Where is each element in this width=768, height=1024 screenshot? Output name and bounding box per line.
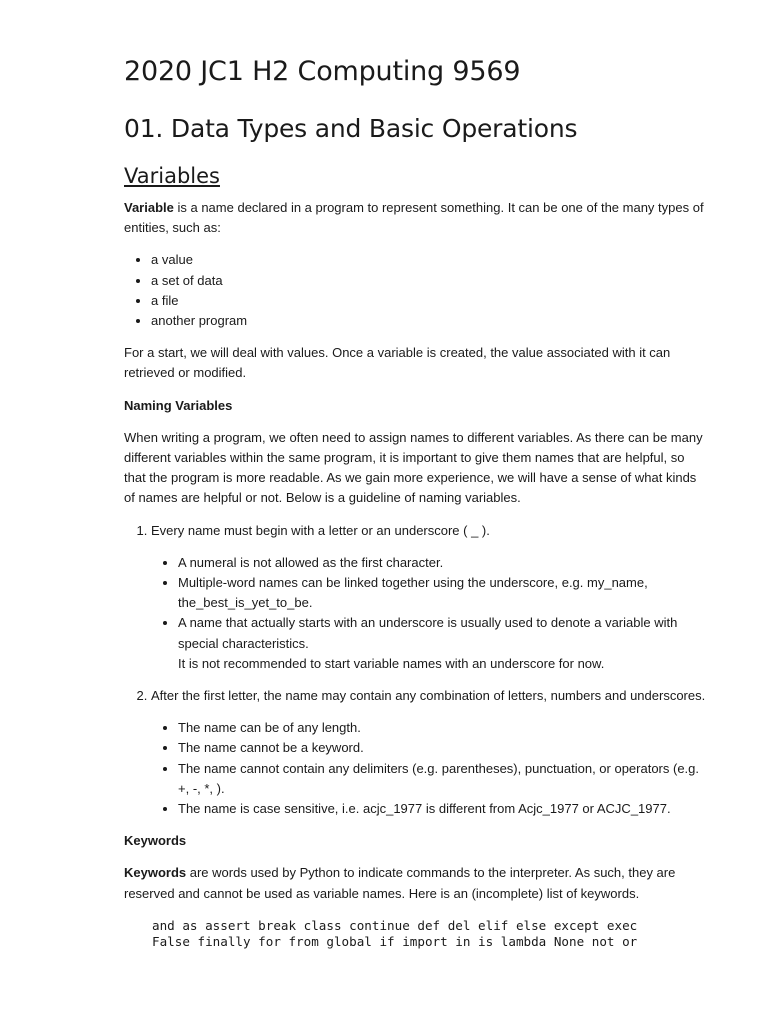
keywords-paragraph — [124, 863, 709, 903]
code-line: and as assert break class continue def del elif else except exec — [152, 917, 638, 933]
intro-term: Variable — [124, 200, 174, 215]
rule-point — [178, 613, 709, 674]
code-line: False finally for from global if import in is lambda None not or — [152, 933, 638, 949]
rule-point: • A numeral is not allowed as the first character. — [178, 553, 709, 573]
start-paragraph: For a start, we will deal with values. Once a variable is created, the value associated with it can retrieved or modified. — [124, 345, 671, 381]
document-body — [124, 198, 709, 950]
rule-point: • The name is case sensitive, i.e. acjc_1977 is different from Acjc_1977 or ACJC_1977. — [178, 799, 709, 819]
naming-paragraph: When writing a program, we often need to assign names to different variables. As there can be many different variables within the same program, it is important to give them names that are helpful, so that the program is more readable. As we gain more experience, we will have a sense of what kinds of names are helpful or not. Below is a guideline of naming variables. — [124, 429, 703, 506]
rule-item — [151, 521, 709, 674]
rule-point: • The name cannot be a keyword. — [178, 738, 709, 758]
rule-text: Every name must begin with a letter or an underscore ( _ ). — [151, 522, 490, 538]
keywords-term: Keywords — [124, 865, 187, 881]
intro-text: is a name declared in a program to represent something. It can be one of the many types of entities, such as: — [124, 200, 704, 236]
rule-text: After the first letter, the name may contain any combination of letters, numbers and underscores. — [151, 688, 706, 704]
rule-point-text: A name that actually starts with an underscore is usually used to denote a variable with special characteristics. — [178, 615, 678, 651]
rule-point: • The name can be of any length. — [178, 718, 709, 738]
rule-point: • The name cannot contain any delimiters (e.g. parentheses), punctuation, or operators (e.g. +, -, *, ). — [178, 759, 709, 799]
list-item: • a set of data — [151, 271, 709, 291]
rule-points — [151, 553, 709, 674]
page-title: 2020 JC1 H2 Computing 9569 — [124, 56, 521, 87]
rule-item — [151, 686, 709, 819]
naming-rules-list — [124, 521, 709, 820]
list-item: • a file — [151, 291, 709, 311]
intro-paragraph — [124, 198, 709, 238]
list-item: • another program — [151, 311, 709, 331]
naming-variables-heading: Naming Variables — [124, 397, 233, 413]
rule-point: • Multiple-word names can be linked together using the underscore, e.g. my_name, the_best_is_yet_to_be. — [178, 573, 709, 613]
section-heading-variables: Variables — [124, 164, 220, 188]
keyword-code-block — [152, 918, 709, 950]
list-item: • a value — [151, 250, 709, 270]
entity-list — [124, 250, 709, 331]
rule-point-note: It is not recommended to start variable names with an underscore for now. — [178, 655, 605, 671]
keywords-text: are words used by Python to indicate commands to the interpreter. As such, they are reserved and cannot be used as variable names. Here is an (incomplete) list of keywords. — [124, 865, 676, 901]
rule-points — [151, 718, 709, 819]
keywords-heading: Keywords — [124, 833, 187, 849]
page-subtitle: 01. Data Types and Basic Operations — [124, 114, 578, 143]
